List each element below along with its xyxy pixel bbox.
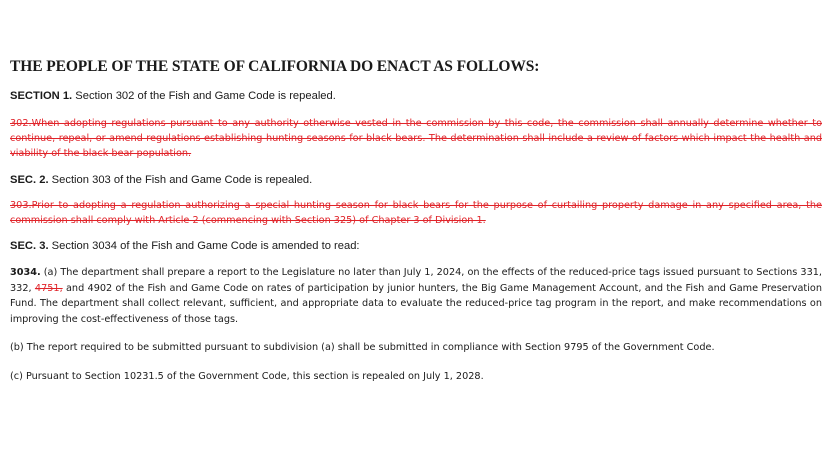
deleted-section-reference: 4751, [34, 282, 63, 294]
section-302-repealed-text: 302.When adopting regulations pursuant to any authority otherwise vested in the commission by this code, the commission shall annually determine whether to continue, repeal, or amend regulations establishing hunting seasons for black bears. The determination shall include a review of factors which impact the health and viability of the black bear population. [10, 118, 822, 159]
section-2-text: Section 303 of the Fish and Game Code is repealed. [51, 174, 313, 186]
section-3034-number: 3034. [10, 267, 41, 278]
section-1-label: SECTION 1. [10, 90, 73, 102]
enacting-clause: THE PEOPLE OF THE STATE OF CALIFORNIA DO ENACT AS FOLLOWS: [10, 58, 540, 75]
section-1-text: Section 302 of the Fish and Game Code is repealed. [75, 90, 336, 102]
section-303-repealed-text: 303.Prior to adopting a regulation authorizing a special hunting season for black bears for the purpose of curtailing property damage in any specified area, the commission shall comply with Article 2 (commencing with Section 325) of Chapter 3 of Division 1. [10, 200, 822, 226]
section-2-heading [10, 174, 822, 186]
section-3-text: Section 3034 of the Fish and Game Code is amended to read: [51, 240, 360, 252]
subdivision-a-text-part1: (a) The department shall prepare a report to the Legislature no later than July 1, 2024, on the effects of the reduced-price tags issued pursuant to Sections 331, 332, [10, 267, 822, 294]
section-1-heading [10, 90, 822, 102]
section-3034-subdivision-c: (c) Pursuant to Section 10231.5 of the Government Code, this section is repealed on July 1, 2028. [10, 370, 484, 382]
section-2-label: SEC. 2. [10, 174, 49, 186]
section-3-label: SEC. 3. [10, 240, 49, 252]
section-3034-subdivision-a [10, 265, 822, 327]
section-3034-subdivision-b: (b) The report required to be submitted pursuant to subdivision (a) shall be submitted in compliance with Section 9795 of the Government Code. [10, 342, 715, 353]
section-3-heading [10, 240, 822, 252]
bill-text [10, 58, 822, 384]
subdivision-a-text-part2: and 4902 of the Fish and Game Code on rates of participation by junior hunters, the Big Game Management Account, and the Fish and Game Preservation Fund. The department shall collect relevant, sufficient, and appropriate data to evaluate the reduced-price tag program in the report, and make recommendations on improving the cost-effectiveness of those tags. [10, 282, 822, 325]
